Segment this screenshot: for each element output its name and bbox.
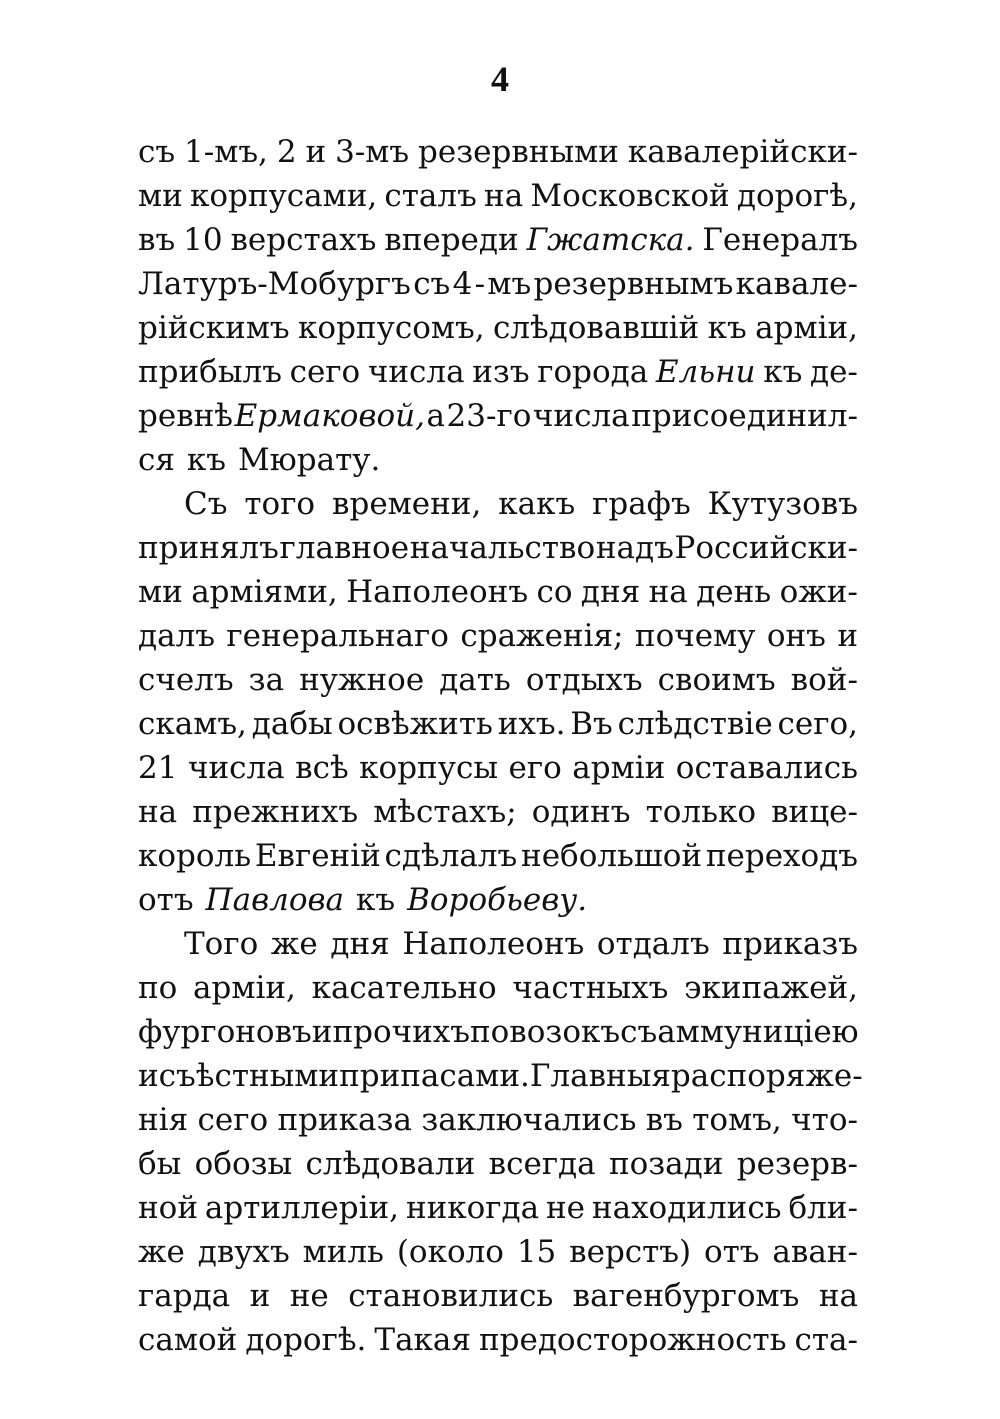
word: верстъ) [569, 1234, 692, 1270]
text-line [138, 1142, 858, 1186]
word: томъ, [692, 1102, 782, 1138]
text-line [138, 174, 858, 218]
word: частныхъ [512, 970, 669, 1006]
word: припасами. [339, 1058, 530, 1094]
word: вагенбургомъ [572, 1278, 800, 1314]
word: 10 [183, 222, 223, 258]
word: впереди [384, 222, 519, 258]
word: графъ [592, 486, 691, 522]
word: прежнихъ [192, 794, 359, 830]
word: самой [138, 1322, 238, 1358]
word: 23-го [446, 398, 532, 434]
word: не [289, 1278, 329, 1314]
word: (около [396, 1234, 504, 1270]
word: сраженія; [460, 618, 624, 654]
word: города [537, 354, 649, 390]
text-line [138, 306, 858, 350]
word: мѣстахъ; [373, 794, 517, 830]
word: кавалерійски- [627, 134, 858, 170]
word: сего [197, 1102, 269, 1138]
text-line [138, 438, 858, 482]
word: вой- [790, 662, 858, 698]
word: числа [187, 750, 285, 786]
word: не [546, 1190, 586, 1226]
word: къ [707, 310, 747, 346]
word: съѣстными [158, 1058, 340, 1094]
word: и [138, 1058, 159, 1094]
word: скамъ, [138, 706, 247, 742]
word: корпусомъ, [298, 310, 485, 346]
text-line [138, 746, 858, 790]
word: далъ [138, 618, 215, 654]
word: верстахъ [230, 222, 377, 258]
word: къ [763, 354, 803, 390]
word: что- [791, 1102, 858, 1138]
italic-word: Павлова [205, 882, 345, 918]
word: позади [608, 1146, 724, 1182]
word: приказъ [722, 926, 858, 962]
word: какъ [498, 486, 576, 522]
word: экипажей, [684, 970, 858, 1006]
word: надъ [595, 530, 674, 566]
italic-word: Ельни [655, 354, 756, 390]
word: на [818, 1278, 858, 1314]
word: дорогѣ. [245, 1322, 367, 1358]
italic-word: Воробьеву. [407, 882, 588, 918]
text-line [138, 262, 858, 306]
text-line [138, 878, 858, 922]
word: - [474, 266, 486, 302]
text-line [138, 966, 858, 1010]
word: Наполеонъ [346, 574, 529, 610]
word: 2 [276, 134, 297, 170]
word: съ [138, 134, 176, 170]
word: сталъ [384, 178, 477, 214]
word: 15 [516, 1234, 557, 1270]
word: находились [591, 1190, 782, 1226]
word: а [426, 398, 445, 434]
word: числа [367, 354, 465, 390]
word: онъ [766, 618, 826, 654]
word: же [270, 926, 318, 962]
word: отъ [703, 1234, 760, 1270]
text-line [138, 1098, 858, 1142]
word: Съ [184, 486, 228, 522]
page-number: 4 [491, 59, 509, 99]
word: Московской [530, 178, 730, 214]
text-line [138, 1230, 858, 1274]
word: прибылъ [138, 354, 282, 390]
word: къ [356, 882, 396, 918]
word: касательно [311, 970, 497, 1006]
word: изъ [472, 354, 530, 390]
word: почему [634, 618, 756, 654]
text-line [138, 570, 858, 614]
word: сего [289, 354, 361, 390]
word: Латуръ-Мобургъ [138, 266, 411, 302]
word: его [508, 750, 562, 786]
word: съ [413, 266, 451, 302]
word: предосторожность [478, 1322, 787, 1358]
word: по [138, 970, 178, 1006]
word: арміями, [191, 574, 338, 610]
word: корпусы [359, 750, 498, 786]
word: на [138, 794, 178, 830]
word: Мюрату. [238, 442, 381, 478]
word: переходъ [705, 838, 858, 874]
word: король [138, 838, 252, 874]
word: дня [330, 926, 390, 962]
text-line [138, 1274, 858, 1318]
word: начальство [409, 530, 596, 566]
word: 1-мъ, [184, 134, 268, 170]
text-line [138, 130, 858, 174]
word: того [244, 486, 316, 522]
word: Того [184, 926, 259, 962]
word: главное [279, 530, 410, 566]
word: обозы [194, 1146, 293, 1182]
word: и [305, 134, 327, 170]
word: вице- [771, 794, 858, 830]
word: съ [620, 1014, 658, 1050]
word: нія [138, 1102, 189, 1138]
word: со [536, 574, 573, 610]
word: времени, [332, 486, 482, 522]
word: становились [348, 1278, 554, 1314]
word: ми [138, 574, 183, 610]
word: бли- [788, 1190, 858, 1226]
word: миль [302, 1234, 384, 1270]
text-line [138, 658, 858, 702]
text-line [138, 1186, 858, 1230]
word: гарда [138, 1278, 231, 1314]
word: заключались [421, 1102, 637, 1138]
word: сего, [777, 706, 858, 742]
text-line [138, 526, 858, 570]
text-line [138, 394, 858, 438]
italic-word: Гжатска. [526, 222, 695, 258]
word: слѣдовавшій [492, 310, 700, 346]
word: счелъ [138, 662, 234, 698]
word: ся [138, 442, 175, 478]
word: принялъ [138, 530, 279, 566]
word: рійскимъ [138, 310, 290, 346]
word: арміи, [755, 310, 858, 346]
word: слѣдовали [305, 1146, 476, 1182]
word: отдалъ [596, 926, 710, 962]
word: присоединил- [631, 398, 858, 434]
word: дня [580, 574, 641, 610]
word: нужное [299, 662, 425, 698]
text-line [138, 482, 858, 526]
text-line [138, 1318, 858, 1362]
word: отдыхъ [525, 662, 643, 698]
word: на [648, 574, 688, 610]
word: слѣдствіе [617, 706, 773, 742]
text-line [138, 922, 858, 966]
word: Такая [374, 1322, 471, 1358]
word: Въ [570, 706, 613, 742]
word: Наполеонъ [402, 926, 585, 962]
word: отъ [138, 882, 194, 918]
italic-word: Ермаковой, [234, 398, 425, 434]
word: дабы [251, 706, 333, 742]
word: дорогѣ, [736, 178, 858, 214]
word: ревнѣ [138, 398, 233, 434]
word: прочихъ [332, 1014, 470, 1050]
body-text [138, 130, 863, 1362]
word: кавале- [735, 266, 858, 302]
word: въ [645, 1102, 683, 1138]
word: резервными [418, 134, 619, 170]
word: 21 [138, 750, 178, 786]
text-line [138, 790, 858, 834]
word: ихъ. [497, 706, 566, 742]
text-line [138, 1010, 858, 1054]
word: день [696, 574, 772, 610]
word: всегда [488, 1146, 596, 1182]
word: и [249, 1278, 271, 1314]
word: всѣ [295, 750, 349, 786]
word: аммуниціею [657, 1014, 859, 1050]
word: дать [439, 662, 511, 698]
word: одинъ [531, 794, 631, 830]
word: на [484, 178, 524, 214]
text-line [138, 834, 858, 878]
word: арміи [572, 750, 666, 786]
word: корпусами, [189, 178, 378, 214]
word: ожи- [779, 574, 858, 610]
word: за [248, 662, 285, 698]
word: 3-мъ [335, 134, 410, 170]
word: Российски- [674, 530, 858, 566]
word: резерв- [736, 1146, 858, 1182]
word: Главныя [529, 1058, 671, 1094]
word: никогда [405, 1190, 540, 1226]
word: ста- [794, 1322, 858, 1358]
word: оставались [675, 750, 858, 786]
word: распоряже- [670, 1058, 863, 1094]
word: двухъ [197, 1234, 290, 1270]
word: аван- [772, 1234, 858, 1270]
word: къ [186, 442, 227, 478]
word: мъ [487, 266, 532, 302]
word: бы [138, 1146, 182, 1182]
word: Евгеній [254, 838, 381, 874]
word: Кутузовъ [707, 486, 858, 522]
word: генеральнаго [226, 618, 449, 654]
word: приказа [277, 1102, 412, 1138]
word: артиллеріи, [204, 1190, 400, 1226]
word: 4 [452, 266, 473, 302]
word: своимъ [657, 662, 776, 698]
word: повозокъ [469, 1014, 621, 1050]
word: арміи, [193, 970, 296, 1006]
word: ми [138, 178, 183, 214]
text-line [138, 702, 858, 746]
word: и [837, 618, 858, 654]
text-line [138, 1054, 863, 1098]
word: небольшой [521, 838, 703, 874]
word: освѣжить [337, 706, 493, 742]
word: же [138, 1234, 185, 1270]
word: резервнымъ [533, 266, 734, 302]
word: и [311, 1014, 333, 1050]
word: въ [138, 222, 176, 258]
text-line [138, 350, 858, 394]
word: только [645, 794, 757, 830]
word: числа [532, 398, 630, 434]
word: де- [809, 354, 858, 390]
word: сдѣлалъ [384, 838, 518, 874]
word: фургоновъ [138, 1014, 312, 1050]
word: ной [138, 1190, 198, 1226]
word: Генералъ [702, 222, 858, 258]
text-line [138, 614, 858, 658]
text-line [138, 218, 858, 262]
